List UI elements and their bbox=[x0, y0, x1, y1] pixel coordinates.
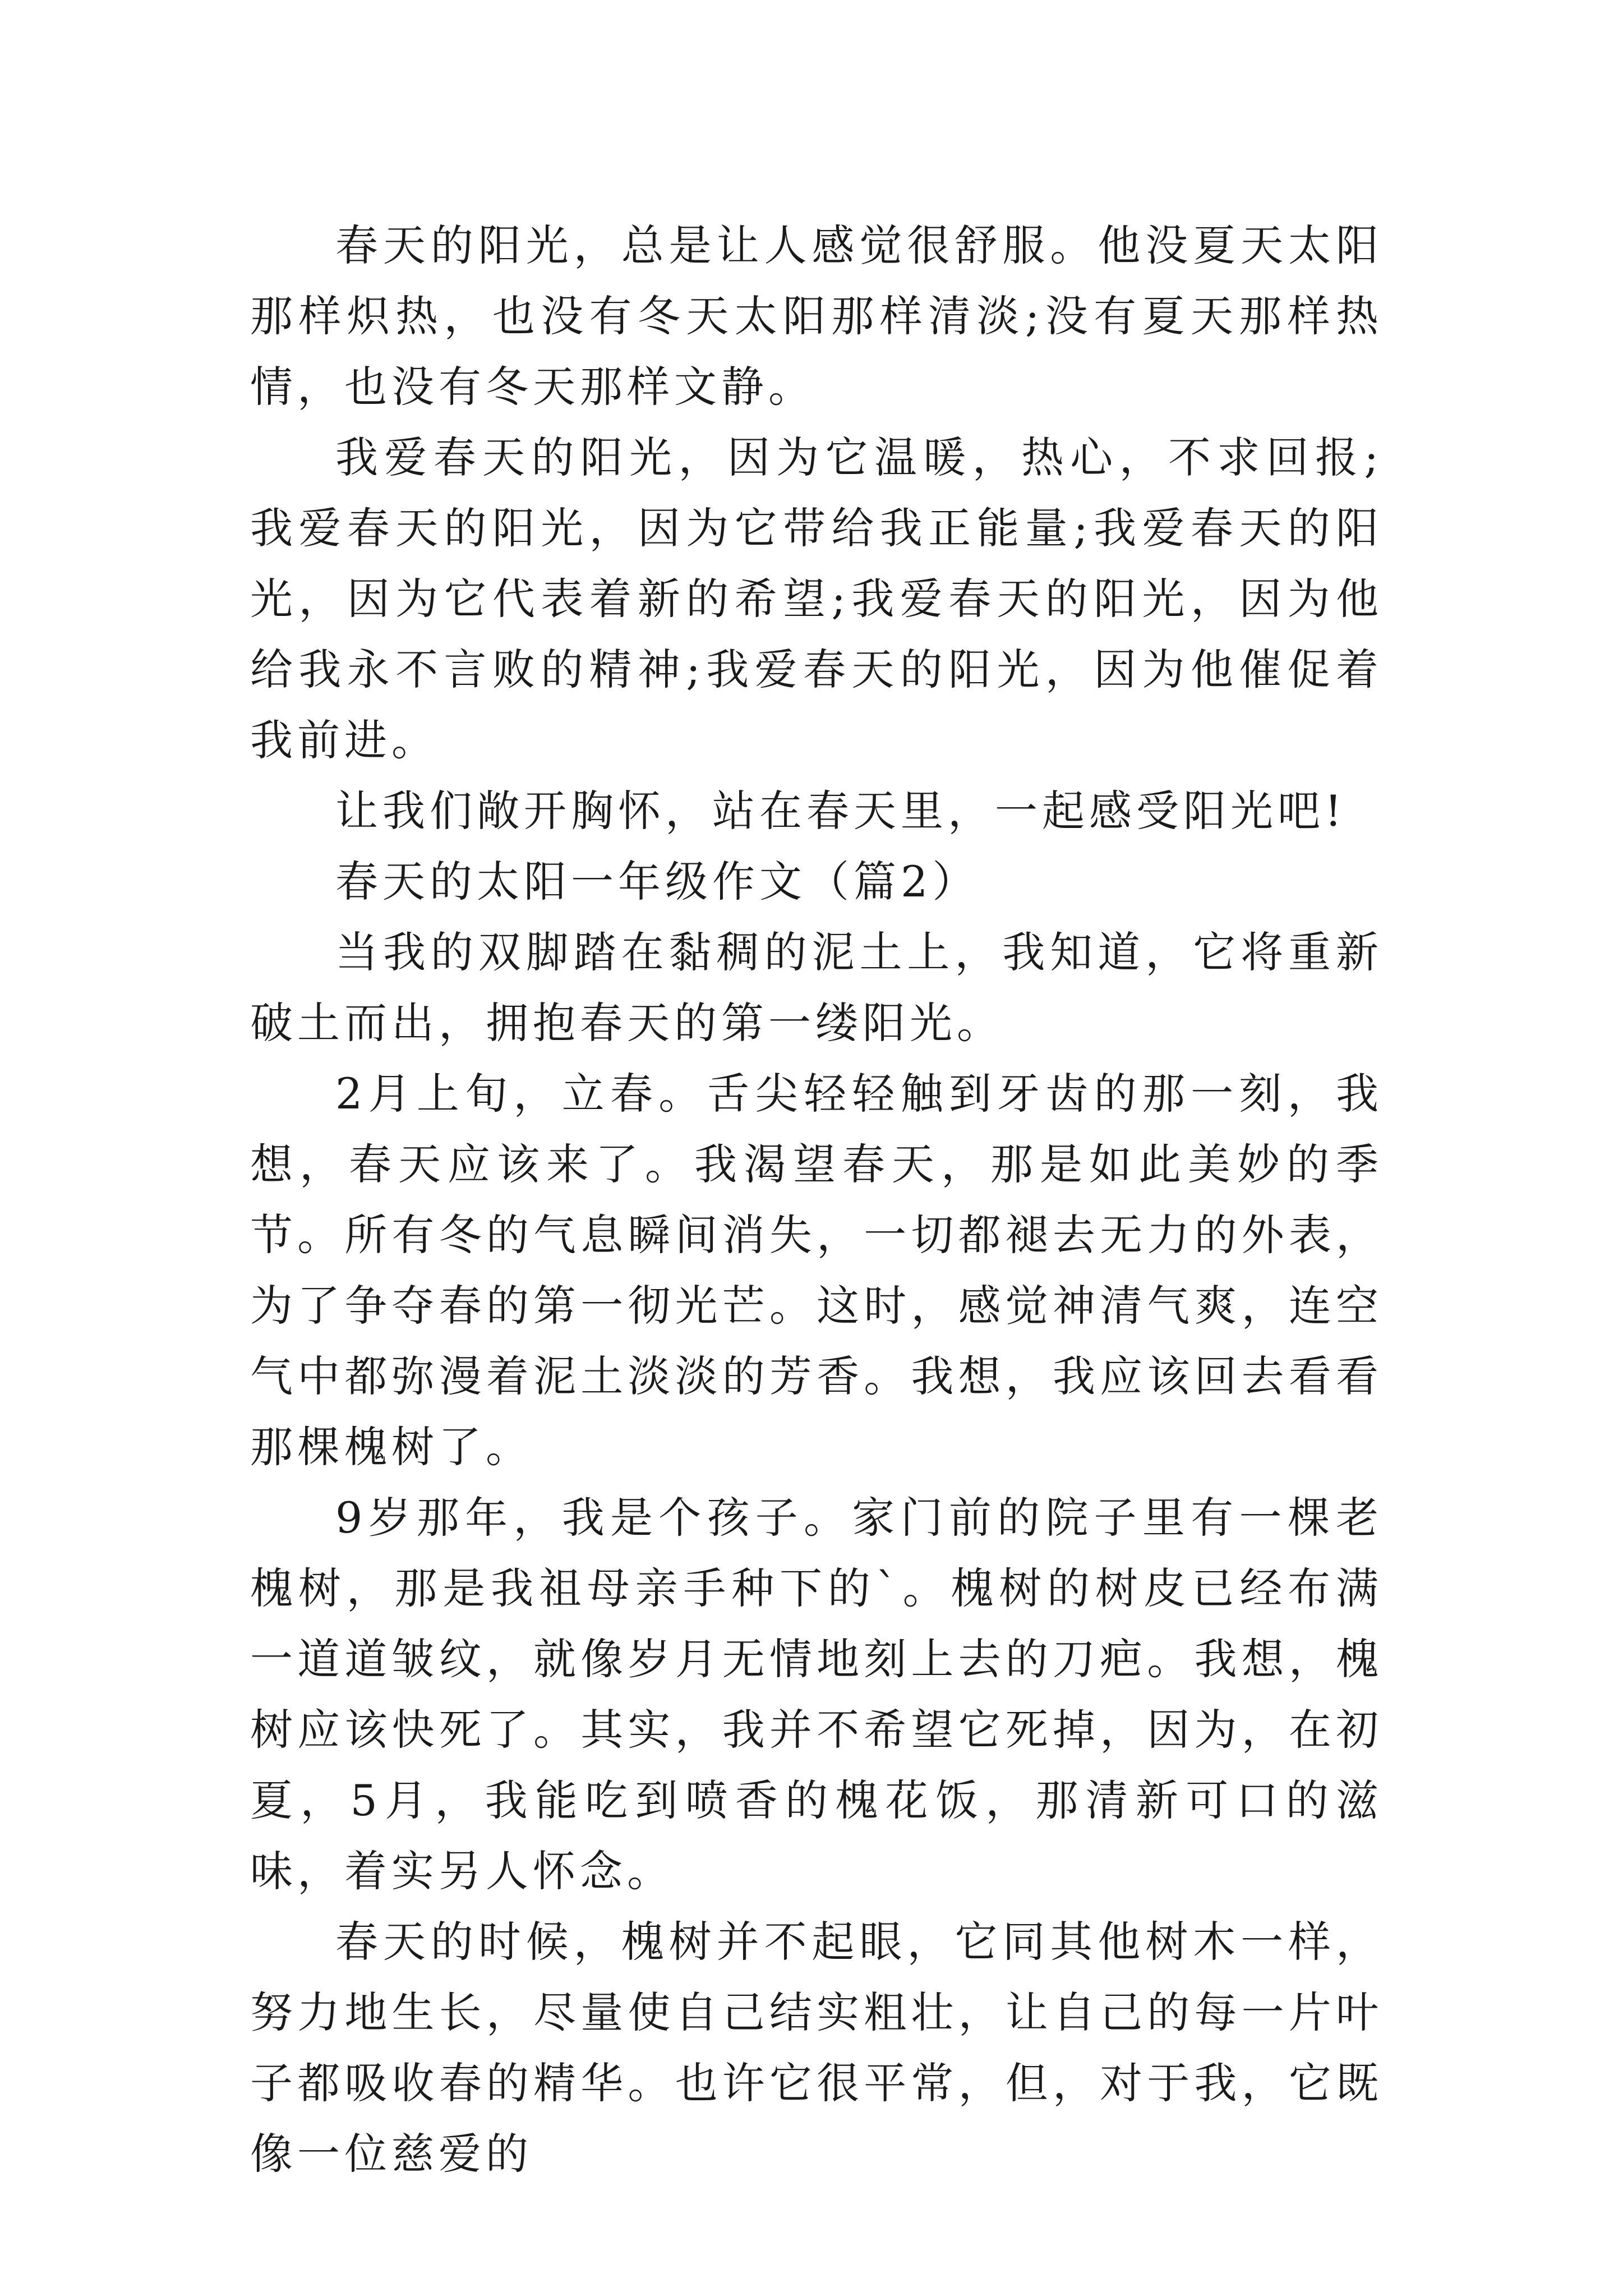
paragraph-6: 2月上旬，立春。舌尖轻轻触到牙齿的那一刻，我想，春天应该来了。我渴望春天，那是如此美妙的季节。所有冬的气息瞬间消失，一切都褪去无力的外表，为了争夺春的第一彻光芒。这时，感觉神清气爽，连空气中都弥漫着泥土淡淡的芳香。我想，我应该回去看看那棵槐树了。 bbox=[250, 1069, 1383, 1472]
section-title: 春天的太阳一年级作文（篇2） bbox=[335, 857, 980, 907]
paragraph-2: 我爱春天的阳光，因为它温暖，热心，不求回报;我爱春天的阳光，因为它带给我正能量;我爱春天的阳光，因为它代表着新的希望;我爱春天的阳光，因为他给我永不言败的精神;我爱春天的阳光，因为他催促着我前进。 bbox=[250, 432, 1383, 765]
paragraph-5: 当我的双脚踏在黏稠的泥土上，我知道，它将重新破土而出，拥抱春天的第一缕阳光。 bbox=[250, 927, 1383, 1048]
paragraph-1: 春天的阳光，总是让人感觉很舒服。他没夏天太阳那样炽热，也没有冬天太阳那样清淡;没有夏天那样热情，也没有冬天那样文静。 bbox=[250, 220, 1383, 412]
paragraph-7: 9岁那年，我是个孩子。家门前的院子里有一棵老槐树，那是我祖母亲手种下的`。槐树的树皮已经布满一道道皱纹，就像岁月无情地刻上去的刀疤。我想，槐树应该快死了。其实，我并不希望它死掉，因为，在初夏，5月，我能吃到喷香的槐花饭，那清新可口的滋味，着实另人怀念。 bbox=[250, 1493, 1383, 1896]
document-body bbox=[250, 210, 1383, 2189]
paragraph-3: 让我们敞开胸怀，站在春天里，一起感受阳光吧! bbox=[335, 786, 1347, 836]
paragraph-8: 春天的时候，槐树并不起眼，它同其他树木一样，努力地生长，尽量使自己结实粗壮，让自己的每一片叶子都吸收春的精华。也许它很平常，但，对于我，它既像一位慈爱的 bbox=[250, 1917, 1383, 2179]
